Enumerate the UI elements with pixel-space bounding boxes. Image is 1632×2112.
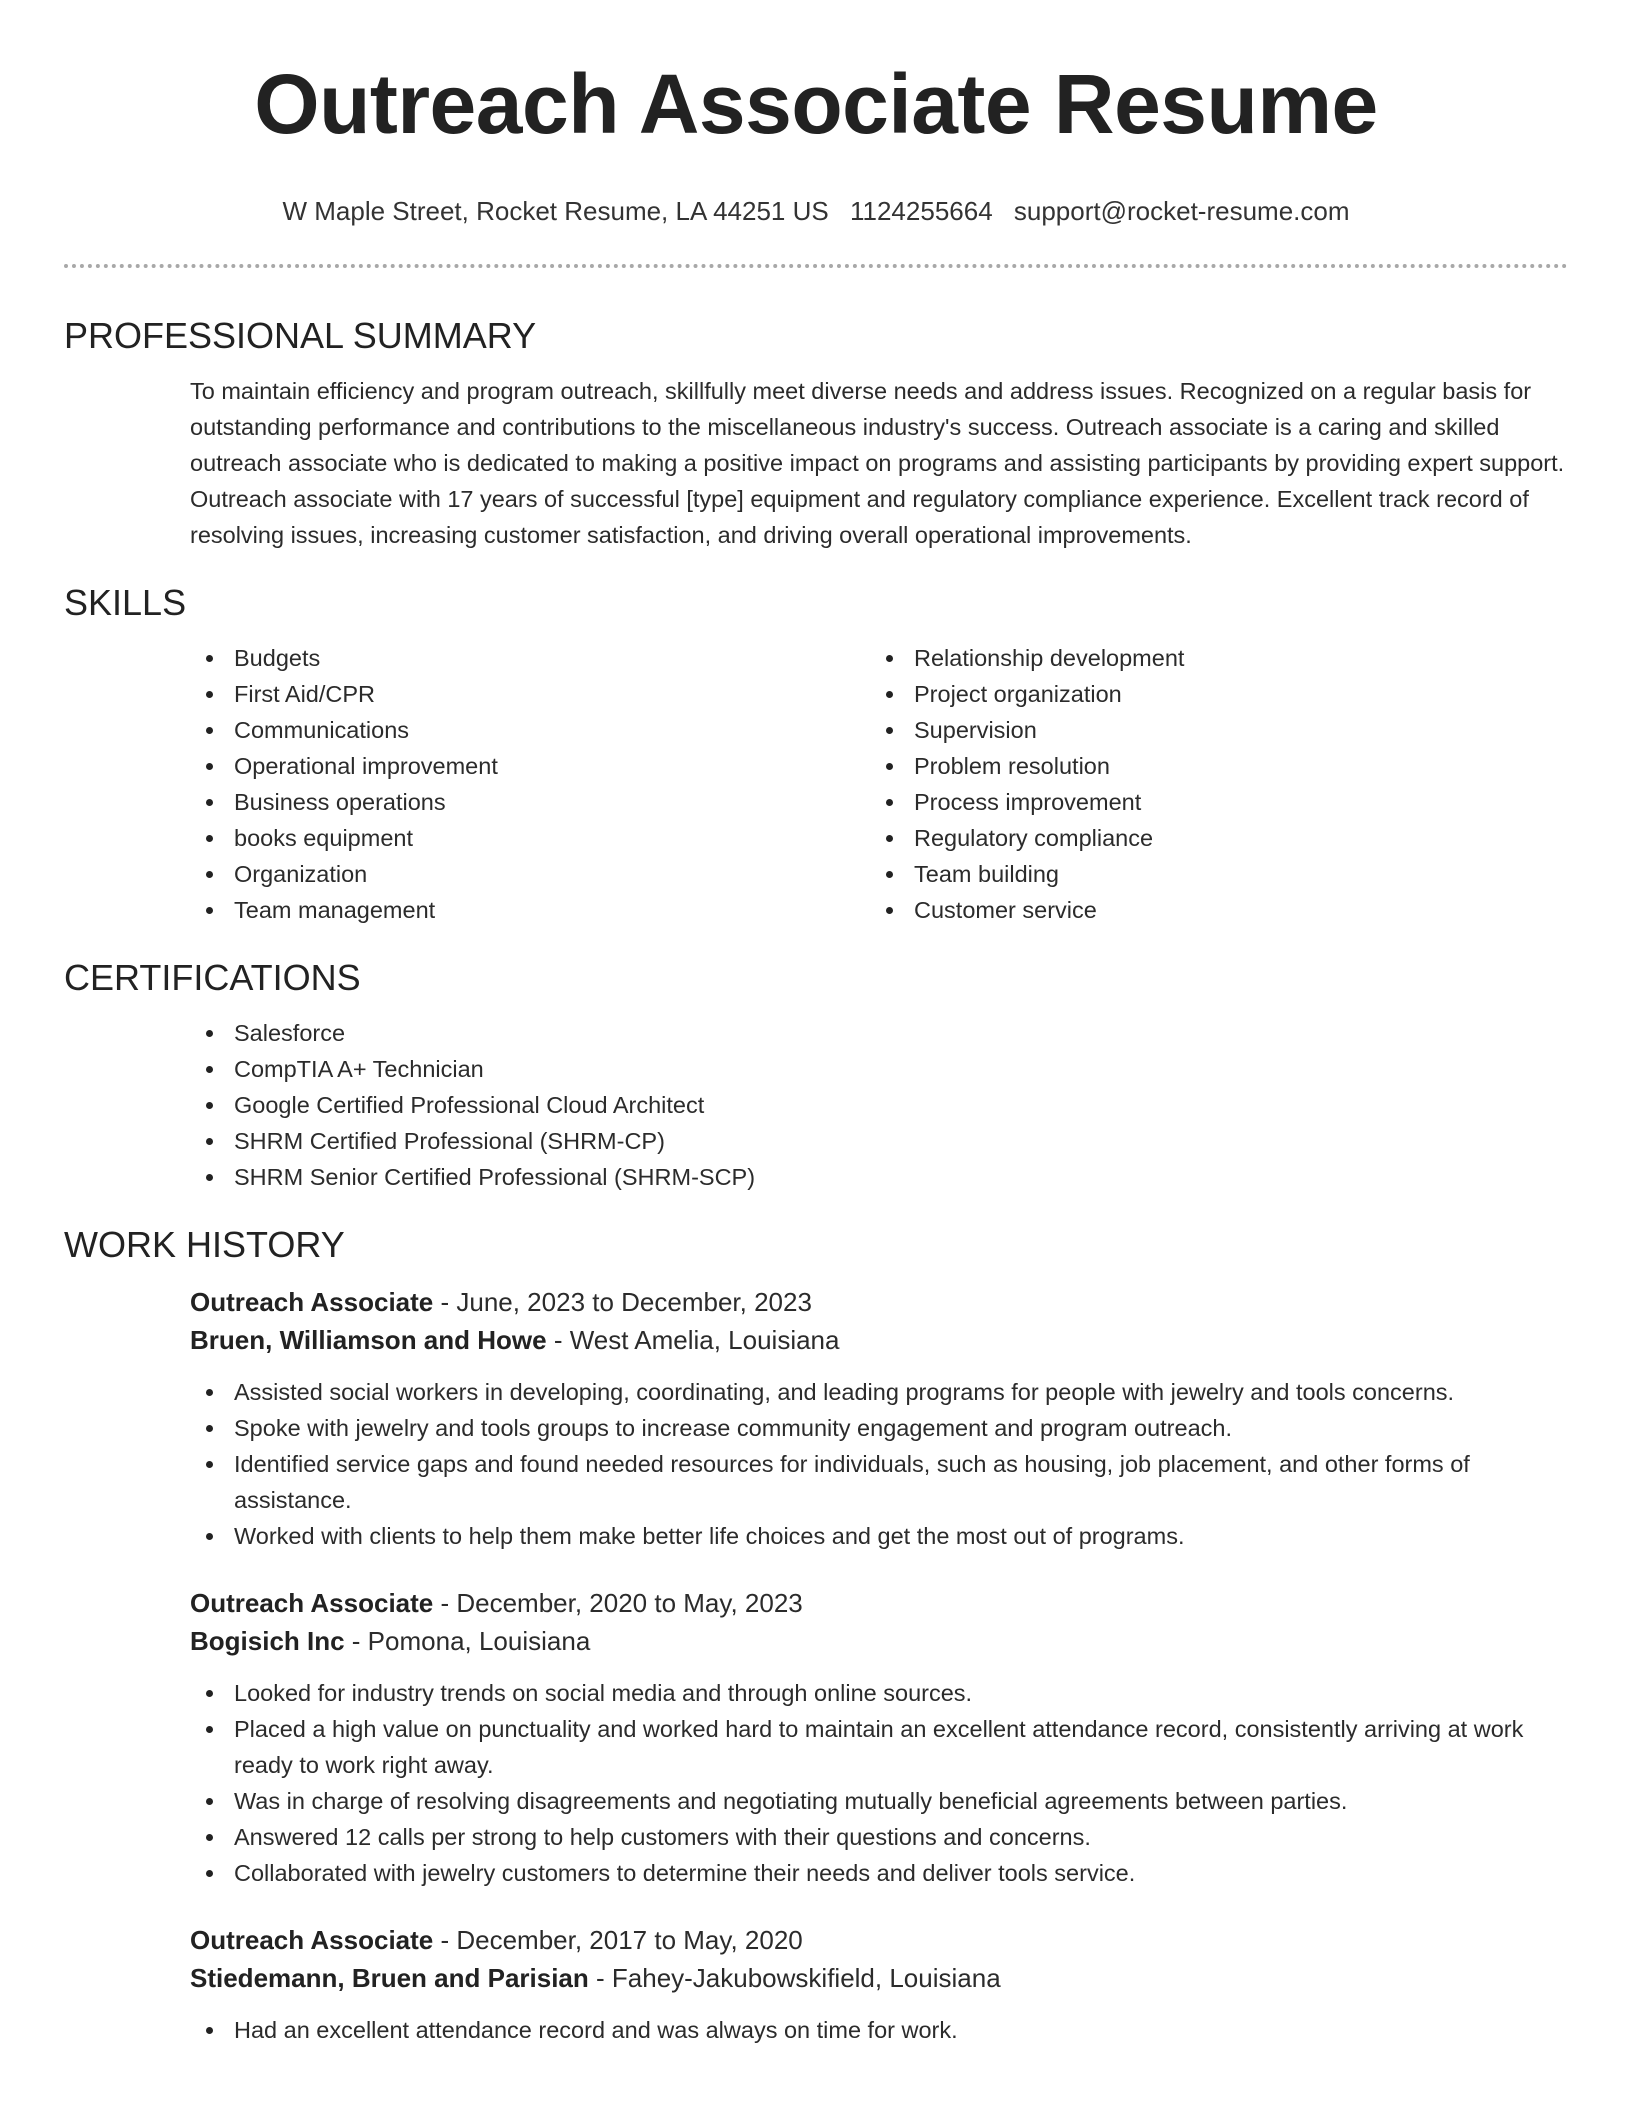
- summary-text: To maintain efficiency and program outreach, skillfully meet diverse needs and address issues. Recognized on a regular basis for outstanding performance and contributions to the miscellaneous industry's success. Outreach associate is a caring and skilled outreach associate who is dedicated to making a positive impact on programs and assisting participants by providing expert support. Outreach associate with 17 years of successful [type] equipment and regulatory compliance experience. Excellent track record of resolving issues, increasing customer satisfaction, and driving overall operational improvements.: [190, 378, 1565, 548]
- skill-item: Supervision: [870, 712, 1550, 748]
- skill-item: Team building: [870, 856, 1550, 892]
- job-entry: [64, 1921, 1568, 2048]
- skill-item: First Aid/CPR: [190, 676, 870, 712]
- job-duty-item: Assisted social workers in developing, coordinating, and leading programs for people with jewelry and tools concerns.: [190, 1374, 1568, 1410]
- contact-line: [64, 194, 1568, 228]
- job-company: Stiedemann, Bruen and Parisian: [190, 1963, 589, 1993]
- job-company-line: [190, 1321, 1568, 1359]
- skill-item: Budgets: [190, 640, 870, 676]
- contact-address: W Maple Street, Rocket Resume, LA 44251 US: [282, 196, 829, 226]
- certification-item: Salesforce: [190, 1015, 1568, 1051]
- job-dates: - December, 2020 to May, 2023: [433, 1588, 803, 1618]
- skill-item: Organization: [190, 856, 870, 892]
- job-dates: - June, 2023 to December, 2023: [433, 1287, 812, 1317]
- skill-item: Project organization: [870, 676, 1550, 712]
- certification-item: SHRM Senior Certified Professional (SHRM-SCP): [190, 1159, 1568, 1195]
- certification-item: Google Certified Professional Cloud Architect: [190, 1087, 1568, 1123]
- job-company: Bruen, Williamson and Howe: [190, 1325, 547, 1355]
- job-duty-item: Identified service gaps and found needed resources for individuals, such as housing, job placement, and other forms of assistance.: [190, 1446, 1568, 1518]
- job-company: Bogisich Inc: [190, 1626, 345, 1656]
- job-location: - Pomona, Louisiana: [344, 1626, 591, 1656]
- skill-item: Communications: [190, 712, 870, 748]
- summary-heading: PROFESSIONAL SUMMARY: [64, 315, 537, 356]
- skill-item: books equipment: [190, 820, 870, 856]
- job-title: Outreach Associate: [190, 1925, 434, 1955]
- job-duty-item: Collaborated with jewelry customers to determine their needs and deliver tools service.: [190, 1855, 1568, 1891]
- job-duty-item: Was in charge of resolving disagreements and negotiating mutually beneficial agreements between parties.: [190, 1783, 1568, 1819]
- certification-item: CompTIA A+ Technician: [190, 1051, 1568, 1087]
- job-dates: - December, 2017 to May, 2020: [433, 1925, 803, 1955]
- skill-item: Business operations: [190, 784, 870, 820]
- skill-item: Regulatory compliance: [870, 820, 1550, 856]
- header-divider: [64, 264, 1568, 268]
- job-title: Outreach Associate: [190, 1287, 434, 1317]
- job-entry: [64, 1283, 1568, 1554]
- skill-item: Relationship development: [870, 640, 1550, 676]
- skill-item: Team management: [190, 892, 870, 928]
- contact-email: support@rocket-resume.com: [1013, 196, 1350, 226]
- job-company-line: [190, 1622, 1568, 1660]
- skill-item: Operational improvement: [190, 748, 870, 784]
- job-title-line: [190, 1584, 1568, 1622]
- certifications-heading: CERTIFICATIONS: [64, 957, 361, 998]
- job-company-line: [190, 1959, 1568, 1997]
- skills-column-right: [870, 640, 1550, 928]
- job-duties-list: [190, 1675, 1568, 1891]
- resume-title: Outreach Associate Resume: [254, 57, 1378, 151]
- job-title: Outreach Associate: [190, 1588, 434, 1618]
- skill-item: Customer service: [870, 892, 1550, 928]
- job-duties-list: [190, 1374, 1568, 1554]
- job-location: - Fahey-Jakubowskifield, Louisiana: [588, 1963, 1001, 1993]
- job-duty-item: Placed a high value on punctuality and worked hard to maintain an excellent attendance record, consistently arriving at work ready to work right away.: [190, 1711, 1568, 1783]
- job-duty-item: Spoke with jewelry and tools groups to increase community engagement and program outreach.: [190, 1410, 1568, 1446]
- job-duty-item: Looked for industry trends on social media and through online sources.: [190, 1675, 1568, 1711]
- job-location: - West Amelia, Louisiana: [546, 1325, 840, 1355]
- certifications-list: [64, 1015, 1568, 1195]
- skills-heading: SKILLS: [64, 582, 187, 623]
- skill-item: Process improvement: [870, 784, 1550, 820]
- job-entry: [64, 1584, 1568, 1891]
- skills-column-left: [190, 640, 870, 928]
- skill-item: Problem resolution: [870, 748, 1550, 784]
- contact-phone: 1124255664: [849, 196, 993, 226]
- certification-item: SHRM Certified Professional (SHRM-CP): [190, 1123, 1568, 1159]
- skills-list: [64, 640, 1568, 928]
- job-duty-item: Answered 12 calls per strong to help customers with their questions and concerns.: [190, 1819, 1568, 1855]
- work-history-heading: WORK HISTORY: [64, 1224, 345, 1265]
- job-duties-list: [190, 2012, 1568, 2048]
- job-title-line: [190, 1921, 1568, 1959]
- job-title-line: [190, 1283, 1568, 1321]
- job-duty-item: Had an excellent attendance record and was always on time for work.: [190, 2012, 1568, 2048]
- job-duty-item: Worked with clients to help them make better life choices and get the most out of programs.: [190, 1518, 1568, 1554]
